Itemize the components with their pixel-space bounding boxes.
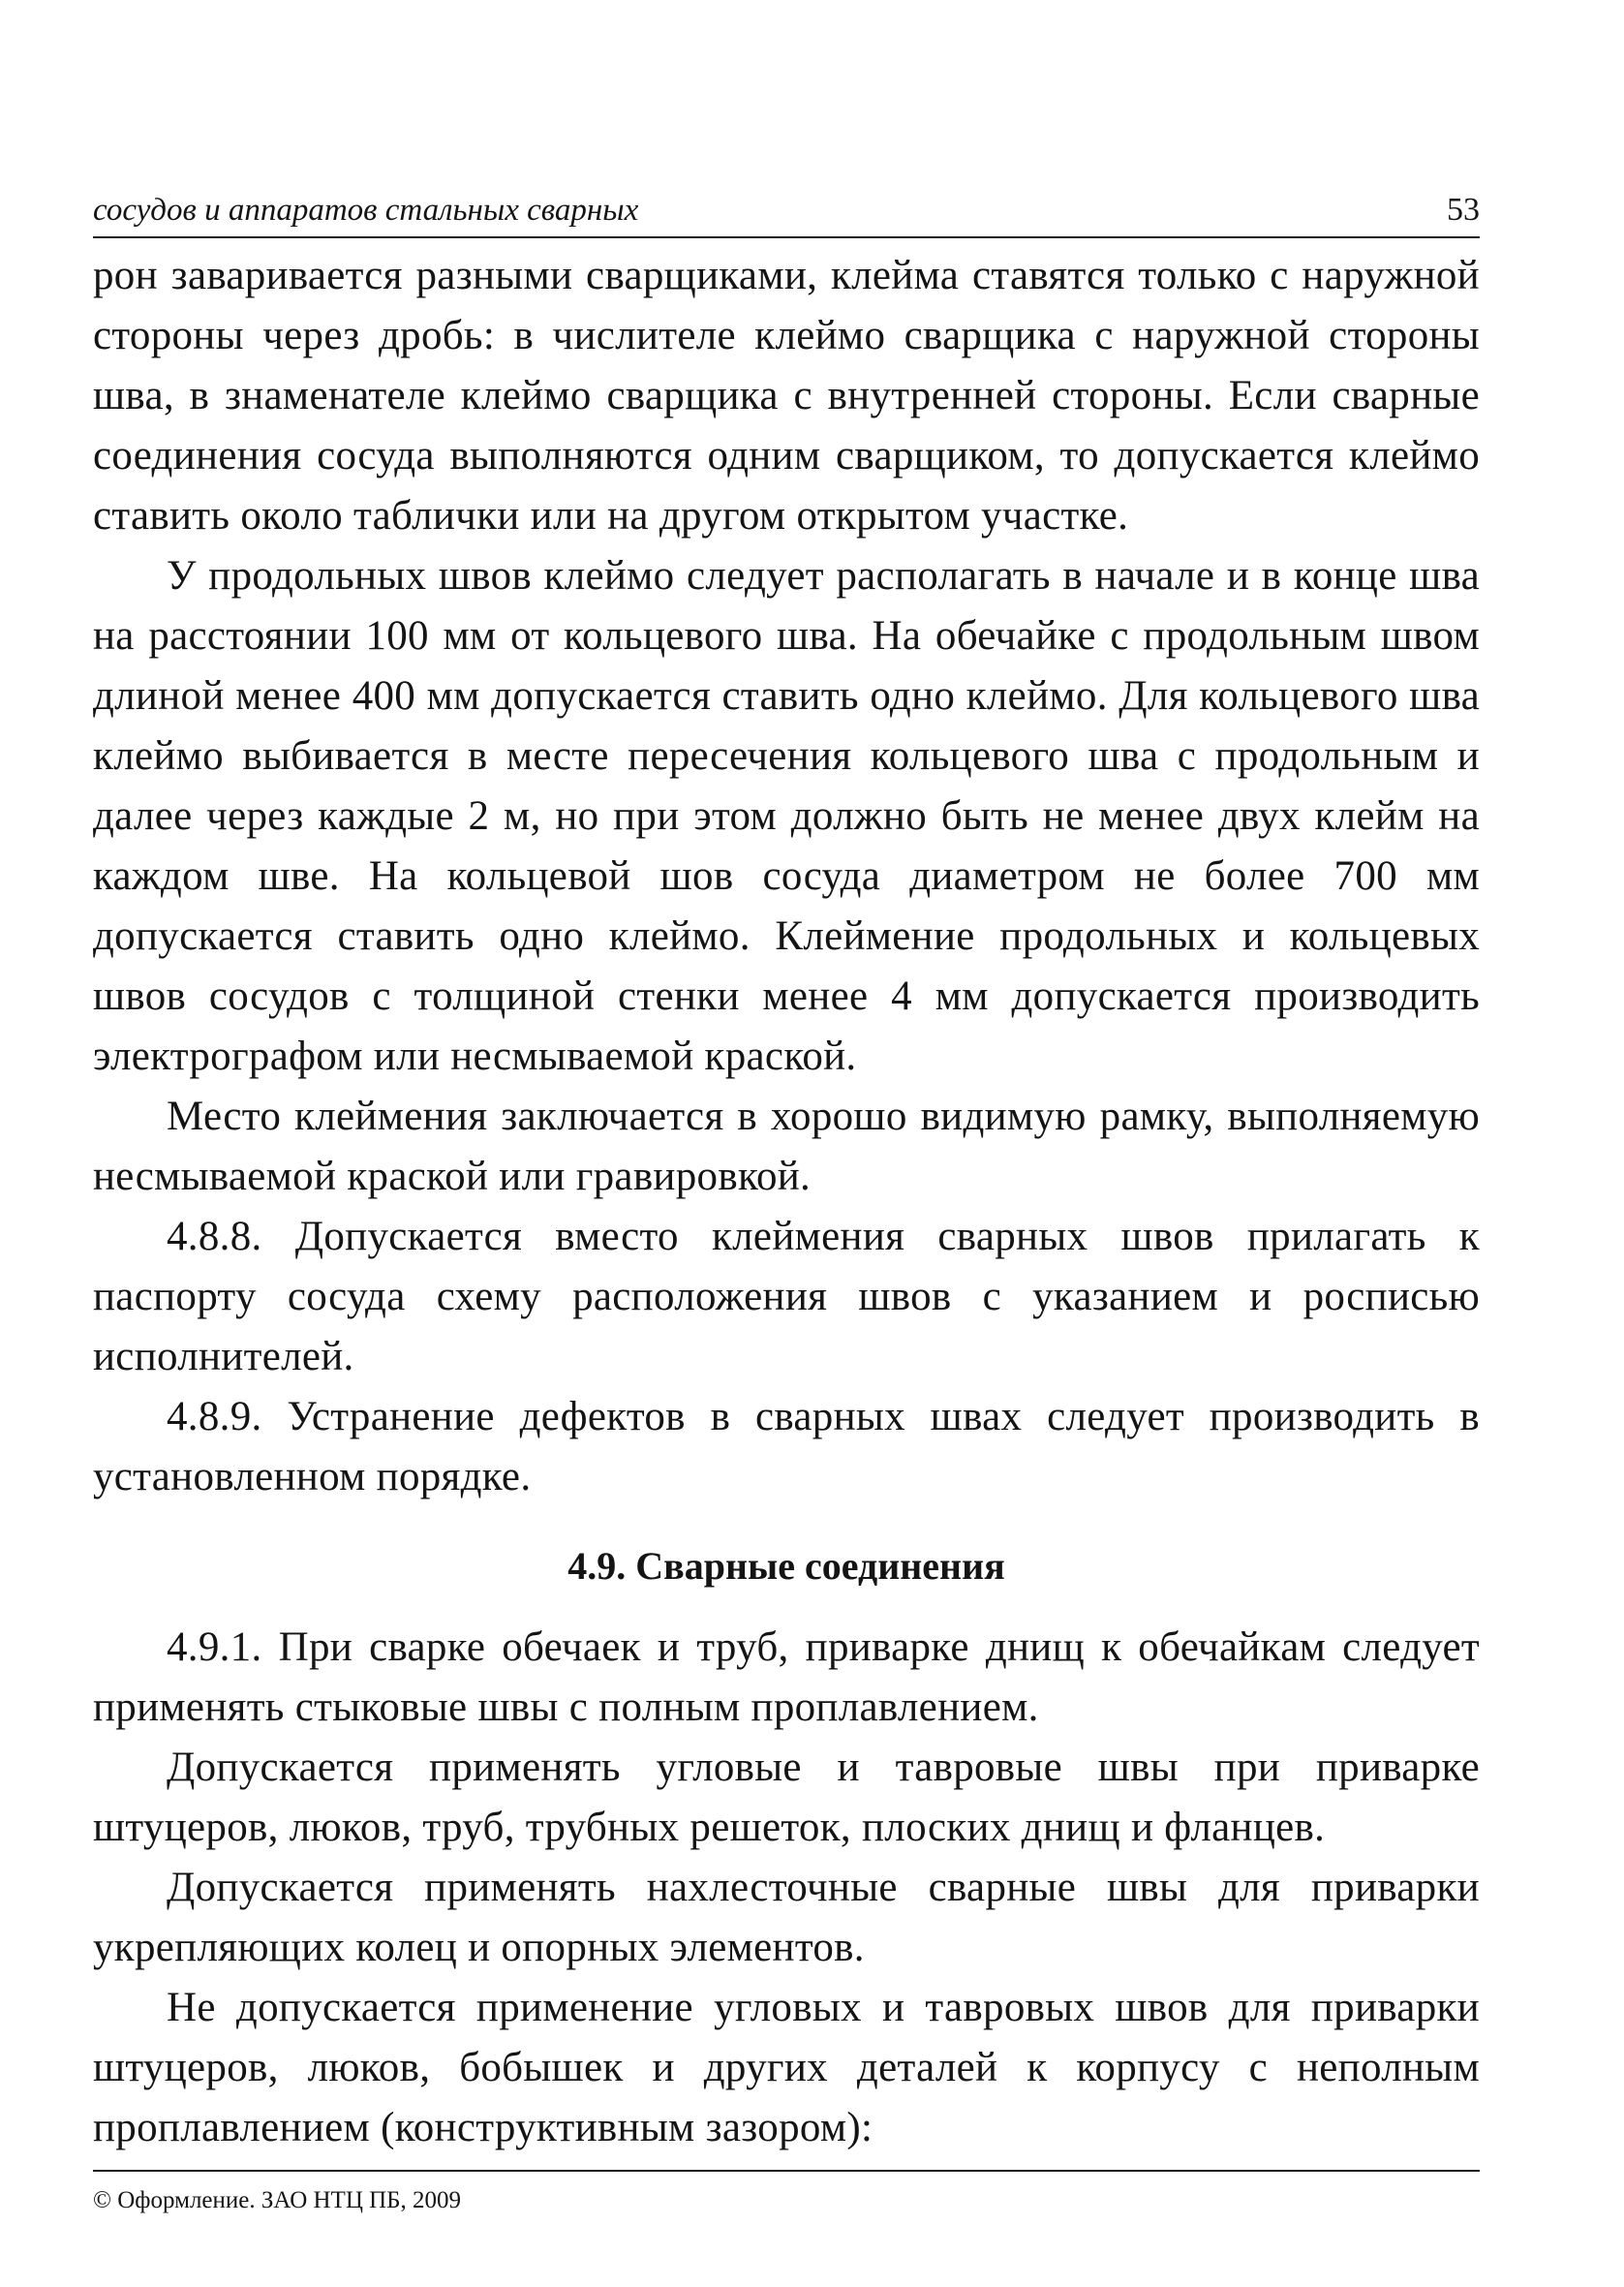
paragraph: Допускается применять угловые и тавровые швы при приварке штуцеров, люков, труб, трубных решеток, плоских днищ и фланцев. [93, 1745, 1480, 1850]
paragraph: Место клеймения заключается в хорошо видимую рамку, выполняемую несмываемой краской или гравировкой. [93, 1094, 1480, 1199]
paragraph: 4.8.9. Устранение дефектов в сварных швах следует производить в установленном порядке. [93, 1394, 1480, 1499]
page-footer [93, 2170, 1480, 2216]
document-page [93, 184, 1480, 2158]
page-number: 53 [1447, 192, 1480, 228]
running-header [93, 184, 1480, 238]
section-heading: 4.9. Сварные соединения [567, 1544, 1005, 1588]
paragraph: 4.8.8. Допускается вместо клеймения сварных швов прилагать к паспорту сосуда схему расположения швов с указанием и росписью исполнителей. [93, 1214, 1480, 1379]
paragraph: У продольных швов клеймо следует располагать в начале и в конце шва на расстоянии 100 мм от кольцевого шва. На обечайке с продольным швом длиной менее 400 мм допускается ставить одно клеймо. Для кольцевого шва клеймо выбивается в месте пересечения кольцевого шва с продольным и далее через каждые 2 м, но при этом должно быть не менее двух клейм на каждом шве. На кольцевой шов сосуда диаметром не более 700 мм допускается ставить одно клеймо. Клеймение продольных и кольцевых швов сосудов с толщиной стенки менее 4 мм допускается производить электрографом или несмываемой краской. [93, 553, 1480, 1079]
running-title: сосудов и аппаратов стальных сварных [93, 193, 639, 228]
paragraph: рон заваривается разными сварщиками, клейма ставятся только с наружной стороны через дробь: в числителе клеймо сварщика с наружной стороны шва, в знаменателе клеймо сварщика с внутренней стороны. Если сварные соединения сосуда выполняются одним сварщиком, то допускается клеймо ставить около таблички или на другом открытом участке. [93, 253, 1480, 539]
paragraph: 4.9.1. При сварке обечаек и труб, приварке днищ к обечайкам следует применять стыковые швы с полным проплавлением. [93, 1624, 1480, 1730]
paragraph: Допускается применять нахлесточные сварные швы для приварки укрепляющих колец и опорных элементов. [93, 1865, 1480, 1970]
paragraph: Не допускается применение угловых и тавровых швов для приварки штуцеров, люков, бобышек и других деталей к корпусу с неполным проплавлением (конструктивным зазором): [93, 1985, 1480, 2150]
document-body [93, 246, 1480, 2158]
copyright-notice: © Оформление. ЗАО НТЦ ПБ, 2009 [93, 2187, 462, 2213]
